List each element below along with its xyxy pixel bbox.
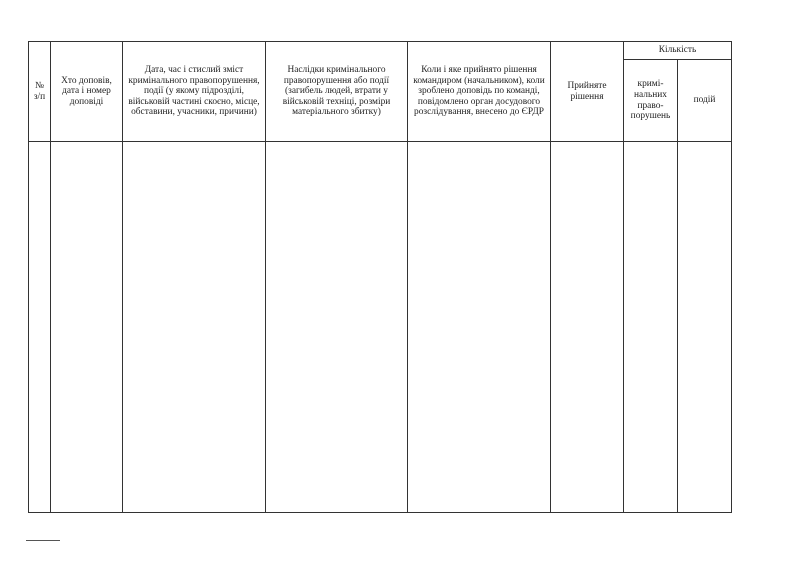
cell-decision-info[interactable]: [408, 142, 551, 513]
col-details-header: Дата, час і стислий зміст кримінального правопорушення, події (у якому підрозділі, військовій частині скоєно, місце, обставини, учасники, причини): [123, 42, 266, 142]
col-decision-info-header: Коли і яке прийнято рішення командиром (начальником), коли зроблено доповідь по команді, повідомлено орган досудового розслідування, внесено до ЄРДР: [408, 42, 551, 142]
cell-reporter[interactable]: [51, 142, 123, 513]
cell-decision[interactable]: [551, 142, 624, 513]
col-decision-header: Прийняте рішення: [551, 42, 624, 142]
footnote-divider: [26, 540, 60, 541]
col-reporter-header: Хто доповів, дата і номер доповіді: [51, 42, 123, 142]
cell-count-offenses[interactable]: [624, 142, 678, 513]
col-count-group-header: Кількість: [624, 42, 732, 60]
col-number-header: № з/п: [29, 42, 51, 142]
cell-count-events[interactable]: [678, 142, 732, 513]
incident-register-table: [28, 41, 732, 513]
cell-consequences[interactable]: [266, 142, 408, 513]
col-count-offenses-header: кримі-нальних право-порушень: [624, 60, 678, 142]
col-count-events-header: подій: [678, 60, 732, 142]
col-consequences-header: Наслідки кримінального правопорушення або події (загибель людей, втрати у військовій техніці, розміри матеріального збитку): [266, 42, 408, 142]
cell-details[interactable]: [123, 142, 266, 513]
cell-number[interactable]: [29, 142, 51, 513]
header-row-top: [29, 42, 732, 60]
table-row: [29, 142, 732, 513]
